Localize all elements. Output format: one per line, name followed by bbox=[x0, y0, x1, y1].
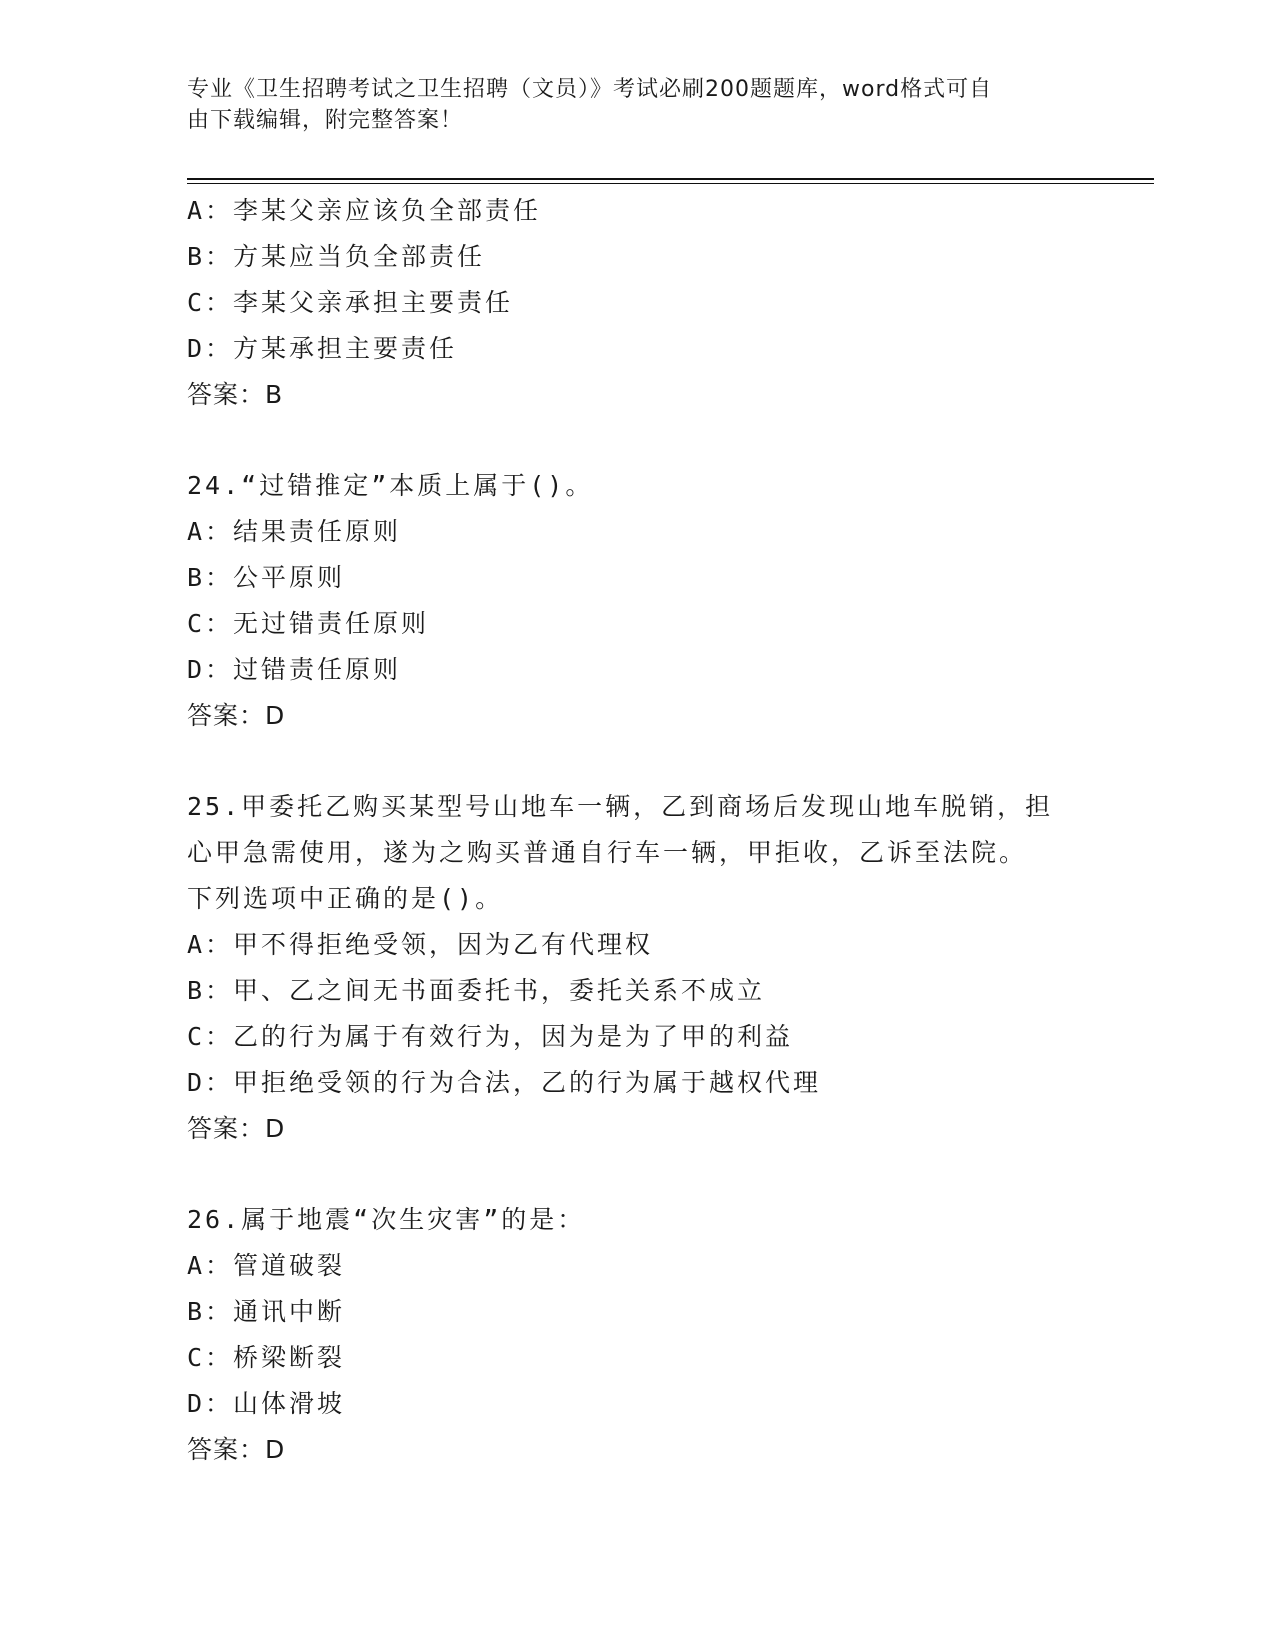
option-b: B：通讯中断 bbox=[187, 1297, 346, 1326]
option-c: C：桥梁断裂 bbox=[187, 1343, 346, 1372]
option-a: A：甲不得拒绝受领，因为乙有代理权 bbox=[187, 930, 654, 959]
option-b: B：方某应当负全部责任 bbox=[187, 242, 486, 271]
question-block bbox=[187, 188, 1087, 418]
block-spacer bbox=[187, 418, 1087, 463]
question-block bbox=[187, 1197, 1087, 1473]
answer: 答案：D bbox=[187, 701, 286, 730]
option-b: B：公平原则 bbox=[187, 563, 346, 592]
option-c: C：无过错责任原则 bbox=[187, 609, 430, 638]
option-c: C：乙的行为属于有效行为，因为是为了甲的利益 bbox=[187, 1022, 794, 1051]
question-block bbox=[187, 463, 1087, 739]
header-divider-thick bbox=[187, 178, 1154, 180]
option-b: B：甲、乙之间无书面委托书，委托关系不成立 bbox=[187, 976, 766, 1005]
question-text: 24.“过错推定”本质上属于()。 bbox=[187, 471, 594, 500]
question-text-line-3: 下列选项中正确的是()。 bbox=[187, 884, 504, 913]
option-d: D：甲拒绝受领的行为合法，乙的行为属于越权代理 bbox=[187, 1068, 822, 1097]
header-divider-thin bbox=[187, 183, 1154, 184]
document-header bbox=[187, 74, 1067, 136]
answer: 答案：D bbox=[187, 1114, 286, 1143]
option-d: D：方某承担主要责任 bbox=[187, 334, 458, 363]
option-a: A：李某父亲应该负全部责任 bbox=[187, 196, 542, 225]
option-c: C：李某父亲承担主要责任 bbox=[187, 288, 514, 317]
answer: 答案：B bbox=[187, 380, 284, 409]
option-a: A：管道破裂 bbox=[187, 1251, 346, 1280]
question-text-line-1: 25.甲委托乙购买某型号山地车一辆，乙到商场后发现山地车脱销，担 bbox=[187, 792, 1054, 821]
question-list bbox=[187, 188, 1087, 1473]
option-d: D：过错责任原则 bbox=[187, 655, 402, 684]
block-spacer bbox=[187, 1152, 1087, 1197]
question-text: 26.属于地震“次生灾害”的是： bbox=[187, 1205, 586, 1234]
question-text-line-2: 心甲急需使用，遂为之购买普通自行车一辆，甲拒收，乙诉至法院。 bbox=[187, 838, 1028, 867]
block-spacer bbox=[187, 739, 1087, 784]
question-block bbox=[187, 784, 1087, 1152]
answer: 答案：D bbox=[187, 1435, 286, 1464]
option-d: D：山体滑坡 bbox=[187, 1389, 346, 1418]
header-line-1: 专业《卫生招聘考试之卫生招聘（文员）》考试必刷200题题库，word格式可自 bbox=[187, 77, 993, 102]
header-line-2: 由下载编辑，附完整答案！ bbox=[187, 108, 464, 133]
option-a: A：结果责任原则 bbox=[187, 517, 402, 546]
